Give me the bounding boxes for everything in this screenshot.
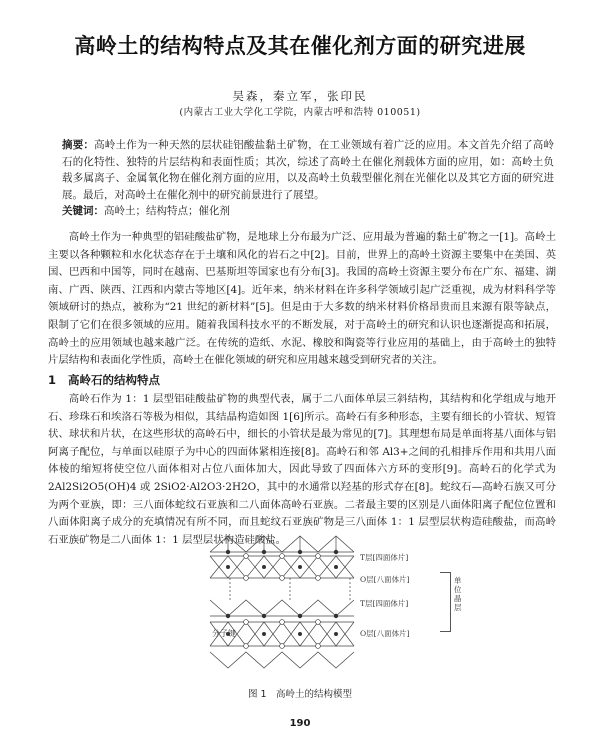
- unit-layer-label: 单位晶层: [454, 576, 462, 612]
- molecule-bond-label: 分子键: [212, 629, 236, 638]
- layer-label-t2: T层[四面体片]: [360, 599, 409, 608]
- abstract-text: 高岭土作为一种天然的层状硅铝酸盐黏土矿物，在工业领域有着广泛的应用。本文首先介绍了高岭石的化特性、独特的片层结构和表面性质；其次，综述了高岭土在催化剂载体方面的应用，如：高岭土负载多属离子、金属氧化物在催化剂方面的应用，以及高岭土负载型催化剂在光催化以及其它方面的研究进展。最后，对高岭土在催化剂中的研究前景进行了展望。: [62, 139, 555, 201]
- layer-label-o2: O层[八面体片]: [360, 629, 410, 638]
- figure-caption: 图 1 高岭土的结构模型: [247, 689, 353, 700]
- page-number: 190: [289, 718, 311, 729]
- layer-label-t1: T层[四面体片]: [360, 553, 409, 562]
- section-title: 高岭石的结构特点: [68, 373, 161, 387]
- keywords-text: 高岭土；结构特点；催化剂: [104, 205, 230, 217]
- figure-labels: [360, 552, 470, 657]
- abstract: [62, 137, 554, 203]
- unit-layer-brace: [440, 572, 451, 632]
- author-list: 吴森，秦立军，张印民: [232, 89, 368, 103]
- section-number: 1: [48, 373, 57, 387]
- paper-title: 高岭土的结构特点及其在催化剂方面的研究进展: [74, 34, 526, 58]
- abstract-label: 摘要：: [62, 139, 95, 151]
- layer-label-o1: O层[八面体片]: [360, 575, 410, 584]
- keywords-label: 关键词：: [62, 205, 104, 217]
- affiliation: (内蒙古工业大学化工学院，内蒙古呼和浩特 010051): [179, 107, 421, 118]
- section-heading: [48, 372, 160, 388]
- section-paragraph: 高岭石作为 1：1 层型铝硅酸盐矿物的典型代表，属于二八面体单层三斜结构，其结构和化学组成与地开石、珍珠石和埃洛石等极为相似，其结晶构造如图 1[6]所示。高岭石有多种形态，主要有细长的小管状、短管状、球状和片状，在这些形状的高岭石中，细长的小管状是最为常见的[7]。其理想布局是单面将基八面体与铝阿离子配位，与单面以硅原子为中心的四面体紧相连接[8]。高岭石和邻 Al3+之间的孔相排斥作用和共用八面体棱的缩短将使空位八面体相对占位八面体加大，因此导致了四面体六方环的变形[9]。高岭石的化学式为 2Al2Si2O5(OH)4 或 2SiO2·Al2O3·2H2O，其中的水通常以羟基的形式存在[8]。蛇纹石—高岭石族又可分为两个亚族，即：三八面体蛇纹石亚族和二八面体高岭石亚族。二者最主要的区别是八面体阳离子配位位置和八面体阳离子成分的充填情况有所不同，而且蛇纹石亚族矿物是三八面体 1：1 层型层状构造硅酸盐，而高岭石亚族矿物是二八面体 1：1 层型层状构造硅酸盐。: [48, 393, 556, 546]
- intro-paragraph: 高岭土作为一种典型的铝硅酸盐矿物，是地球上分布最为广泛、应用最为普遍的黏土矿物之一[1]。高岭土主要以各种颗粒和水化状态存在于土壤和风化的岩石之中[2]。目前，世界上的高岭土资源主要集中在美国、英国、巴西和中国等，同时在越南、巴基斯坦等国家也有分布[3]。我国的高岭土资源主要分布在广东、福建、湖南、广西、陕西、江西和内蒙古等地区[4]。近年来，纳米材料在许多科学领域引起广泛重视，成为材料科学等领域研讨的热点，被称为“21 世纪的新材料”[5]。但是由于大多数的纳米材料价格昂贵而且来源有限等缺点，限制了它们在很多领域的应用。随着我国科技水平的不断发展，对于高岭土的研究和认识也逐渐提高和拓展，高岭土的应用领域也越来越广泛。在传统的造纸、水泥、橡胶和陶瓷等行业应用的基础上，由于高岭土的独特片层结构和表面化学性质，高岭土在催化领域的研究和应用越来越受到研究者的关注。: [48, 231, 556, 367]
- keywords: [62, 203, 554, 218]
